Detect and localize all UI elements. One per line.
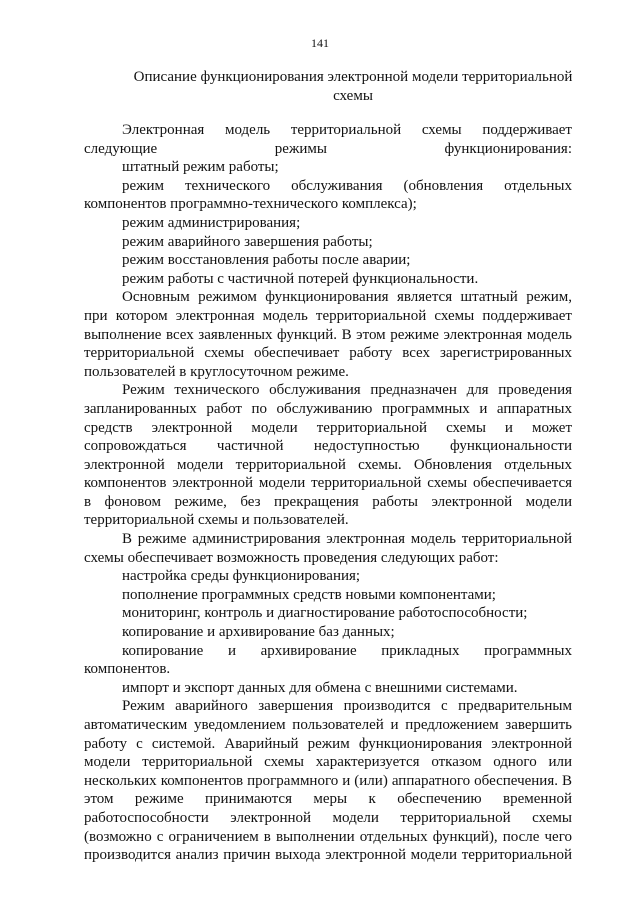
list-item: импорт и экспорт данных для обмена с внешними системами. (122, 679, 518, 696)
list-item: штатный режим работы; (122, 159, 279, 176)
list-item: пополнение программных средств новыми компонентами; (122, 586, 496, 603)
list-item: копирование и архивирование прикладных программных компонентов. (84, 642, 572, 678)
list-item: режим работы с частичной потерей функциональности. (122, 270, 479, 287)
paragraph: В режиме администрирования электронная модель территориальной схемы обеспечивает возможность проведения следующих работ: (84, 531, 572, 566)
paragraph: Основным режимом функционирования является штатный режим, при котором электронная модель территориальной схемы поддерживает выполнение всех заявленных функций. В этом режиме электронная модель территориальной схемы обеспечивает работу всех зарегистрированных пользователей в круглосуточном режиме. (84, 289, 572, 380)
list-item: режим восстановления работы после аварии; (122, 252, 411, 269)
list-item: копирование и архивирование баз данных; (122, 624, 395, 641)
page-number: 141 (311, 36, 329, 50)
paragraph: Электронная модель территориальной схемы поддерживает следующие режимы функционирования: (84, 122, 572, 157)
paragraph: Режим аварийного завершения производится с предварительным автоматическим уведомлением пользователей и предложением завершить работу с системой. Аварийный режим функционирования электронной модели территориальной схемы характеризуется отказом одного или нескольких компонентов программного и (или) аппаратного обеспечения. В этом режиме принимаются меры к обеспечению временной работоспособности электронной модели территориальной схемы (возможно с ограничением в выполнении отдельных функций), после чего производится анализ причин выхода электронной модели территориальной (84, 698, 572, 864)
paragraph: Режим технического обслуживания предназначен для проведения запланированных работ по обслуживанию программных и аппаратных средств электронной модели территориальной схемы и может сопровождаться частичной недоступностью функциональности электронной модели территориальной схемы. Обновления отдельных компонентов электронной модели территориальной схемы обеспечивается в фоновом режиме, без прекращения работы электронной модели территориальной схемы и пользователей. (84, 382, 572, 529)
document-title: Описание функционирования электронной модели территориальной схемы (133, 69, 573, 104)
document-body (84, 121, 572, 865)
list-item: режим администрирования; (122, 214, 301, 231)
list-item: режим аварийного завершения работы; (122, 233, 373, 250)
list-item: мониторинг, контроль и диагностирование работоспособности; (122, 605, 528, 622)
list-item: настройка среды функционирования; (122, 568, 361, 585)
list-item: режим технического обслуживания (обновления отдельных компонентов программно-технического комплекса); (84, 177, 572, 213)
